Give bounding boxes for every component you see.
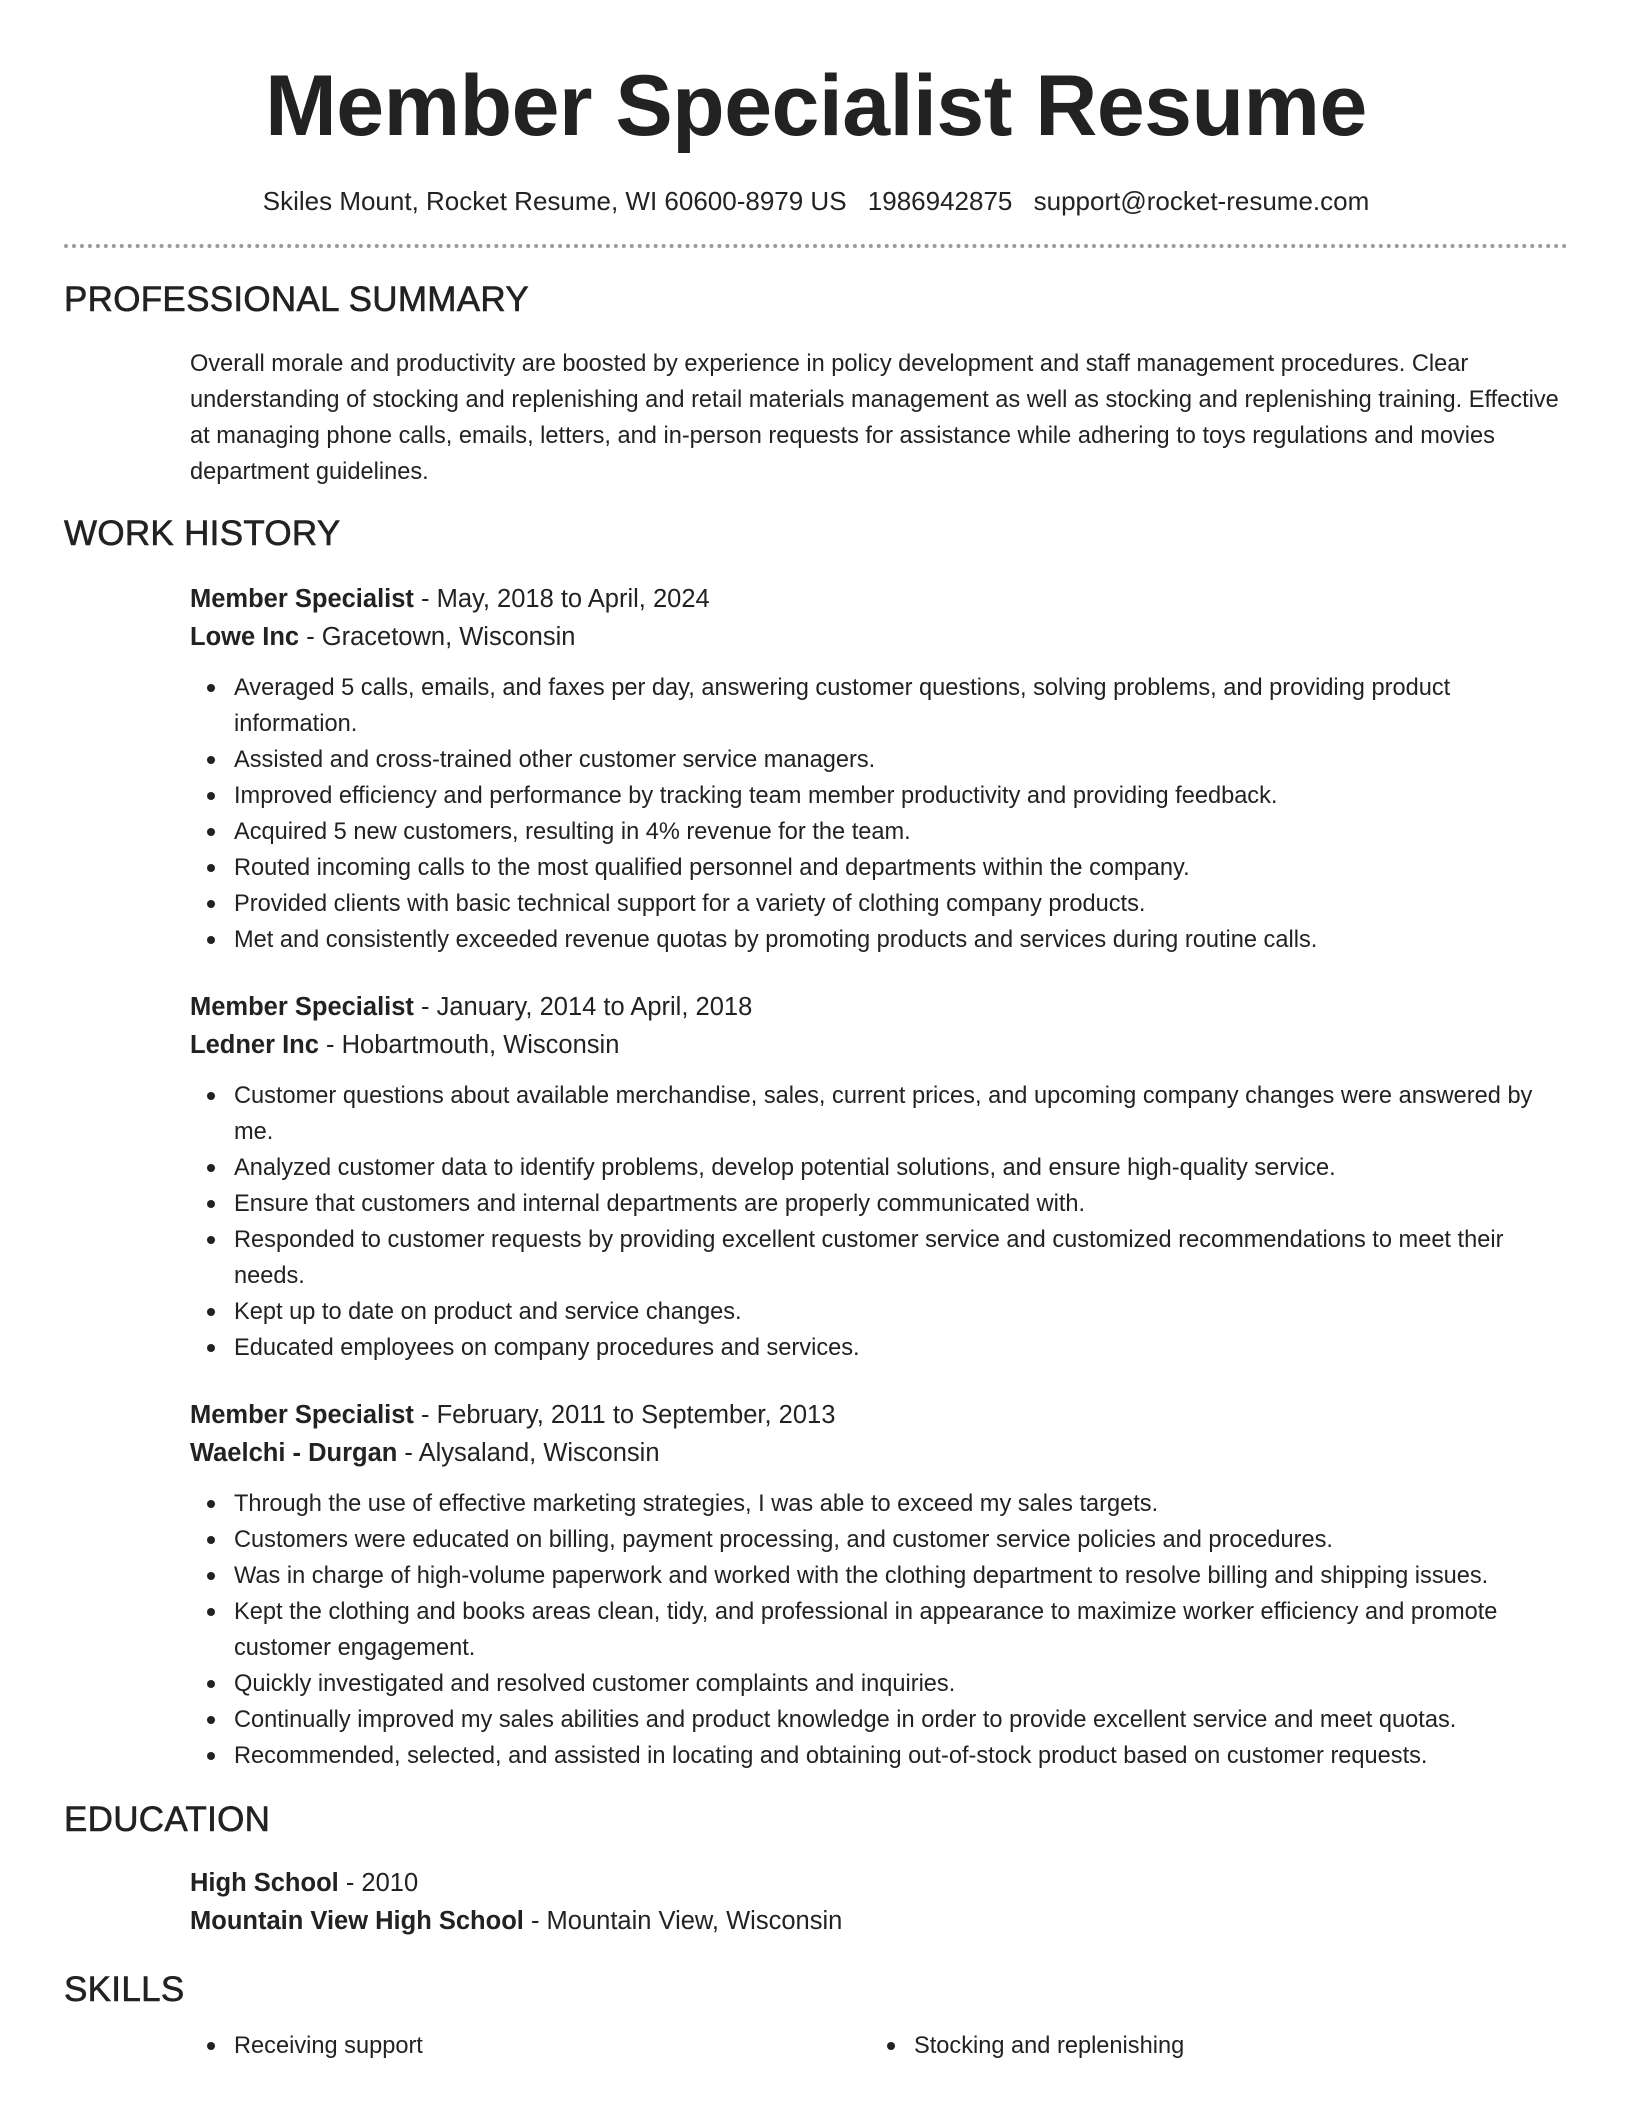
summary-heading: PROFESSIONAL SUMMARY — [64, 280, 529, 319]
job-dates: - February, 2011 to September, 2013 — [413, 1401, 836, 1429]
list-item: Responded to customer requests by providing excellent customer service and customized recommendations to meet their needs. — [234, 1222, 1568, 1294]
job-title-line — [190, 1396, 1568, 1434]
skill-item: Stocking and replenishing — [914, 2028, 1550, 2064]
education-location: - Mountain View, Wisconsin — [523, 1907, 843, 1935]
skills-column-left — [190, 2028, 870, 2064]
job-role: Member Specialist — [190, 585, 414, 613]
job-title-line — [190, 580, 1568, 618]
list-item: Analyzed customer data to identify problems, develop potential solutions, and ensure high-quality service. — [234, 1150, 1568, 1186]
list-item: Acquired 5 new customers, resulting in 4% revenue for the team. — [234, 814, 1568, 850]
job-role: Member Specialist — [190, 1401, 414, 1429]
education-degree-line — [190, 1864, 1568, 1902]
contact-email: support@rocket-resume.com — [1033, 186, 1370, 216]
list-item: Kept the clothing and books areas clean, tidy, and professional in appearance to maximize worker efficiency and promote customer engagement. — [234, 1594, 1568, 1666]
job-entry — [190, 1396, 1568, 1774]
list-item: Improved efficiency and performance by tracking team member productivity and providing feedback. — [234, 778, 1568, 814]
list-item: Provided clients with basic technical support for a variety of clothing company products. — [234, 886, 1568, 922]
skills-grid — [190, 2028, 1568, 2064]
list-item: Assisted and cross-trained other customer service managers. — [234, 742, 1568, 778]
education-entry — [190, 1864, 1568, 1940]
summary-text: Overall morale and productivity are boosted by experience in policy development and staff management procedures. Clear understanding of stocking and replenishing and retail materials management as well as stocking and replenishing training. Effective at managing phone calls, emails, letters, and in-person requests for assistance while adhering to toys regulations and movies department guidelines. — [190, 351, 1559, 485]
contact-address: Skiles Mount, Rocket Resume, WI 60600-8979 US — [262, 186, 847, 216]
skills-column-right — [870, 2028, 1550, 2064]
skills-heading: SKILLS — [64, 1970, 185, 2009]
contact-phone: 1986942875 — [867, 186, 1013, 216]
job-company: Waelchi - Durgan — [190, 1439, 398, 1467]
job-company-line — [190, 618, 1568, 656]
list-item: Continually improved my sales abilities and product knowledge in order to provide excellent service and meet quotas. — [234, 1702, 1568, 1738]
job-company-line — [190, 1434, 1568, 1472]
list-item: Routed incoming calls to the most qualified personnel and departments within the company. — [234, 850, 1568, 886]
list-item: Customers were educated on billing, payment processing, and customer service policies and procedures. — [234, 1522, 1568, 1558]
job-location: - Hobartmouth, Wisconsin — [318, 1031, 620, 1059]
summary-section — [64, 278, 1568, 490]
job-dates: - January, 2014 to April, 2018 — [413, 993, 753, 1021]
skills-section — [64, 1968, 1568, 2064]
list-item: Educated employees on company procedures and services. — [234, 1330, 1568, 1366]
job-company: Lowe Inc — [190, 623, 300, 651]
work-history-heading: WORK HISTORY — [64, 514, 341, 553]
job-location: - Gracetown, Wisconsin — [299, 623, 576, 651]
job-company-line — [190, 1026, 1568, 1064]
work-history-section — [64, 512, 1568, 1774]
job-location: - Alysaland, Wisconsin — [397, 1439, 660, 1467]
job-dates: - May, 2018 to April, 2024 — [413, 585, 710, 613]
education-heading: EDUCATION — [64, 1800, 271, 1839]
job-entry — [190, 580, 1568, 958]
education-section — [64, 1798, 1568, 1940]
list-item: Quickly investigated and resolved customer complaints and inquiries. — [234, 1666, 1568, 1702]
list-item: Kept up to date on product and service changes. — [234, 1294, 1568, 1330]
education-school: Mountain View High School — [190, 1907, 524, 1935]
list-item: Met and consistently exceeded revenue quotas by promoting products and services during routine calls. — [234, 922, 1568, 958]
list-item: Ensure that customers and internal departments are properly communicated with. — [234, 1186, 1568, 1222]
list-item: Was in charge of high-volume paperwork and worked with the clothing department to resolve billing and shipping issues. — [234, 1558, 1568, 1594]
job-company: Ledner Inc — [190, 1031, 319, 1059]
education-school-line — [190, 1902, 1568, 1940]
header-divider — [64, 244, 1568, 248]
list-item: Averaged 5 calls, emails, and faxes per day, answering customer questions, solving problems, and providing product information. — [234, 670, 1568, 742]
education-year: - 2010 — [338, 1869, 419, 1897]
job-bullets — [190, 1078, 1568, 1366]
skill-item: Receiving support — [234, 2028, 870, 2064]
job-bullets — [190, 1486, 1568, 1774]
list-item: Recommended, selected, and assisted in locating and obtaining out-of-stock product based on customer requests. — [234, 1738, 1568, 1774]
job-role: Member Specialist — [190, 993, 414, 1021]
list-item: Customer questions about available merchandise, sales, current prices, and upcoming company changes were answered by me. — [234, 1078, 1568, 1150]
job-entry — [190, 988, 1568, 1366]
education-degree: High School — [190, 1869, 339, 1897]
job-title-line — [190, 988, 1568, 1026]
job-bullets — [190, 670, 1568, 958]
list-item: Through the use of effective marketing strategies, I was able to exceed my sales targets. — [234, 1486, 1568, 1522]
resume-title: Member Specialist Resume — [265, 58, 1367, 154]
contact-line — [64, 184, 1568, 218]
